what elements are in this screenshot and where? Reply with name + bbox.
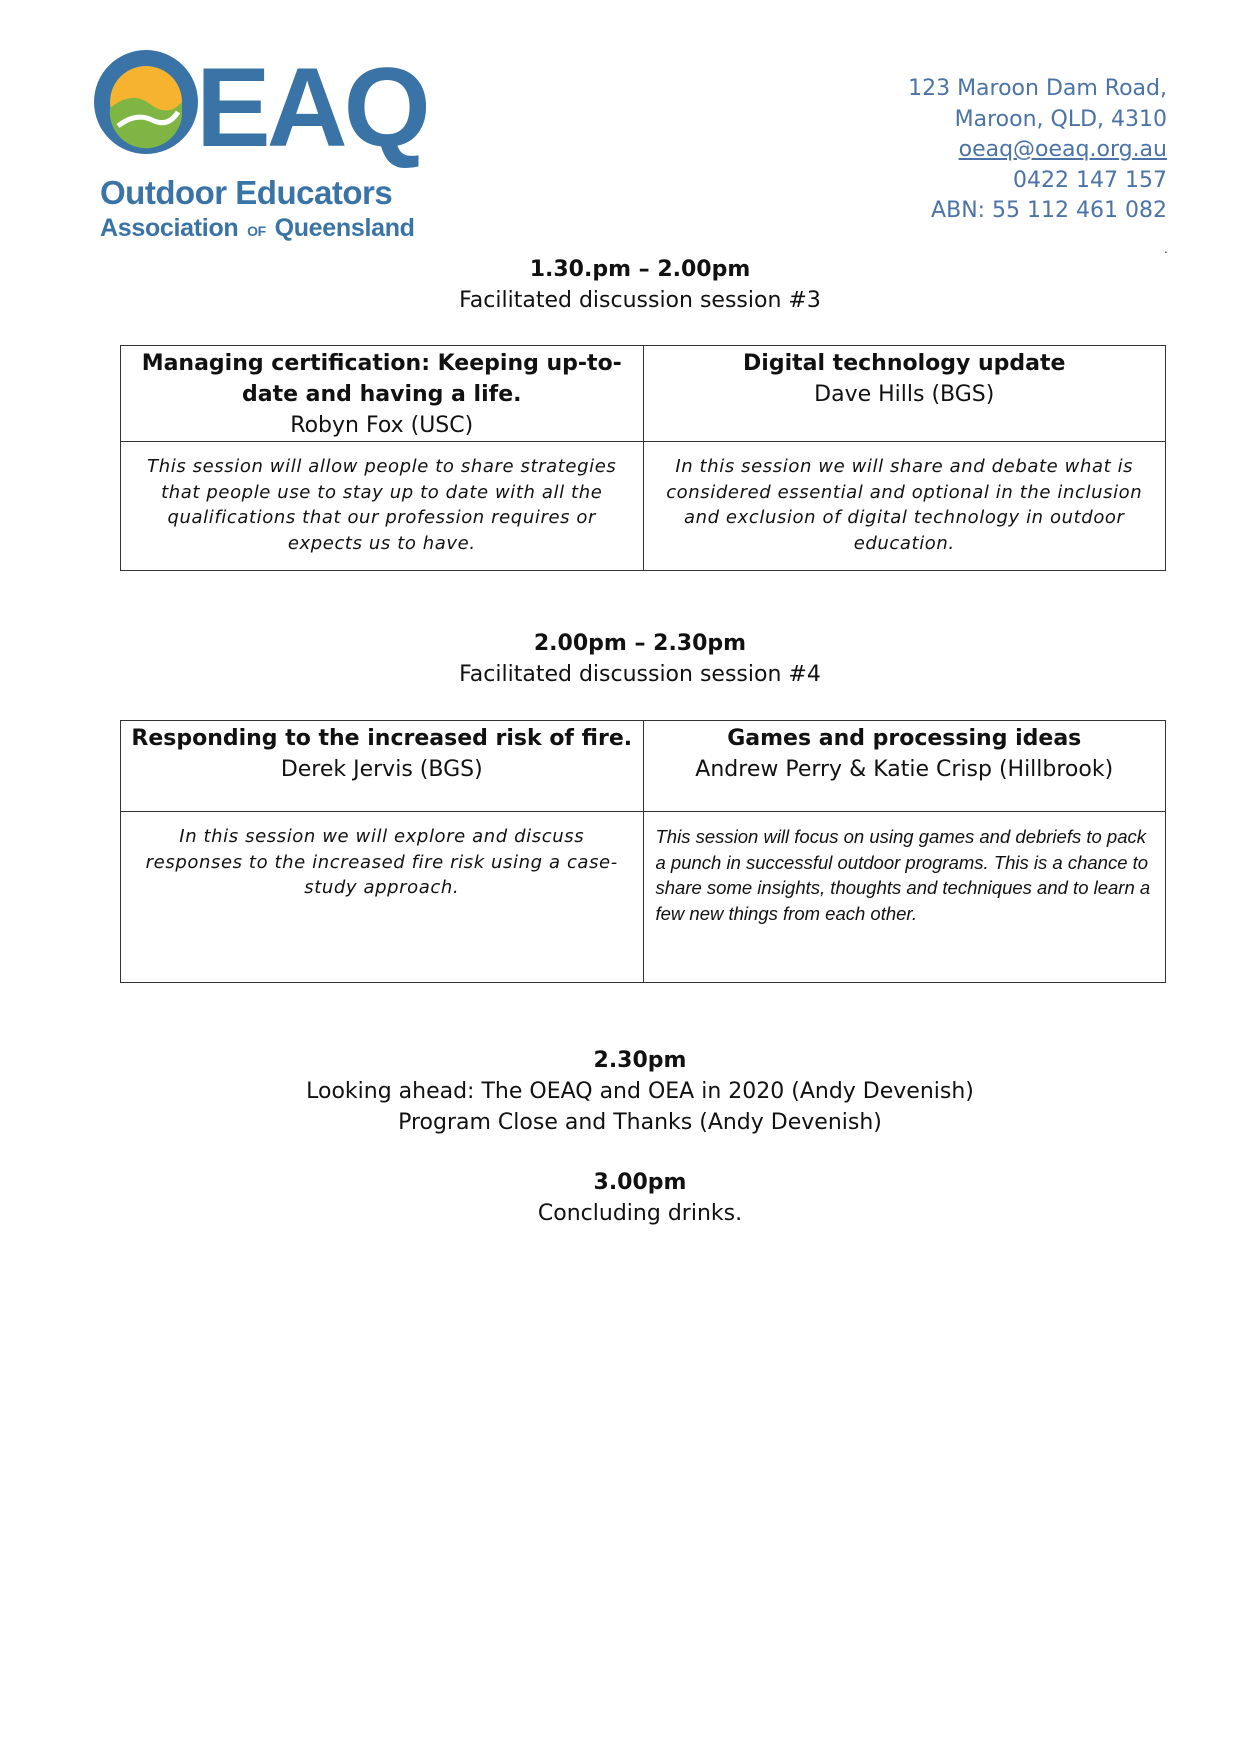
abn-number: ABN: 55 112 461 082	[931, 198, 1167, 223]
session3-right-desc-cell	[643, 442, 1166, 571]
session4-left-title: Responding to the increased risk of fire.	[131, 726, 633, 751]
session4-right-title: Games and processing ideas	[727, 726, 1082, 751]
session3-left-presenter: Robyn Fox (USC)	[290, 413, 474, 438]
closing-block	[0, 1045, 1240, 1138]
phone-number: 0422 147 157	[1013, 167, 1167, 193]
session3-heading	[0, 254, 1240, 316]
logo-emblem	[92, 46, 432, 176]
session3-label: Facilitated discussion session #3	[459, 288, 821, 313]
email-link[interactable]: oeaq@oeaq.org.au	[958, 137, 1167, 162]
logo-line2	[100, 214, 415, 243]
address-street: 123 Maroon Dam Road,	[908, 76, 1167, 101]
session3-right-presenter: Dave Hills (BGS)	[814, 382, 995, 407]
session4-label: Facilitated discussion session #4	[459, 662, 821, 687]
drinks-line1: Concluding drinks.	[537, 1201, 743, 1226]
logo-line2-association: Association	[100, 214, 239, 242]
session4-right-presenter: Andrew Perry & Katie Crisp (Hillbrook)	[695, 757, 1114, 782]
session4-table	[120, 720, 1166, 983]
address-locality: Maroon, QLD, 4310	[954, 106, 1167, 132]
session4-left-desc-cell	[121, 812, 644, 983]
session3-table	[120, 345, 1166, 571]
closing-time: 2.30pm	[593, 1048, 687, 1073]
session3-right-description: In this session we will share and debate what is considered essential and optional in the inclusion and exclusion of digital technology in outdoor education.	[666, 456, 1143, 554]
trailing-mark: .	[1164, 242, 1168, 256]
session4-time: 2.00pm – 2.30pm	[533, 631, 747, 656]
closing-line1: Looking ahead: The OEAQ and OEA in 2020 (Andy Devenish)	[306, 1079, 974, 1104]
session4-left-presenter: Derek Jervis (BGS)	[280, 757, 483, 782]
logo-line2-of: OF	[247, 223, 266, 239]
drinks-block	[0, 1167, 1240, 1229]
closing-line2: Program Close and Thanks (Andy Devenish)	[398, 1110, 882, 1135]
session3-right-title: Digital technology update	[743, 351, 1066, 376]
session3-left-title: Managing certification: Keeping up-to-date and having a life.	[141, 351, 622, 407]
session4-right-description: This session will focus on using games and debriefs to pack a punch in successful outdoor programs. This is a chance to share some insights, thoughts and techniques and to learn a few new things from each other.	[655, 826, 1151, 924]
session4-right-head	[643, 721, 1166, 812]
session3-time: 1.30.pm – 2.00pm	[529, 257, 751, 282]
logo-wordmark: EAQ	[196, 46, 427, 170]
logo-line2-queensland: Queensland	[274, 214, 415, 242]
session4-heading	[0, 628, 1240, 690]
session3-right-head	[643, 346, 1166, 442]
session4-left-head	[121, 721, 644, 812]
session4-right-desc-cell	[643, 812, 1166, 983]
contact-address	[908, 74, 1167, 227]
session4-left-description: In this session we will explore and discuss responses to the increased fire risk using a case-study approach.	[145, 826, 618, 898]
session3-left-desc-cell	[121, 442, 644, 571]
session3-left-description: This session will allow people to share strategies that people use to stay up to date with all the qualifications that our profession requires or expects us to have.	[147, 456, 617, 554]
session3-left-head	[121, 346, 644, 442]
logo-line1: Outdoor Educators	[100, 174, 393, 211]
oeaq-logo	[92, 46, 432, 246]
drinks-time: 3.00pm	[593, 1170, 687, 1195]
